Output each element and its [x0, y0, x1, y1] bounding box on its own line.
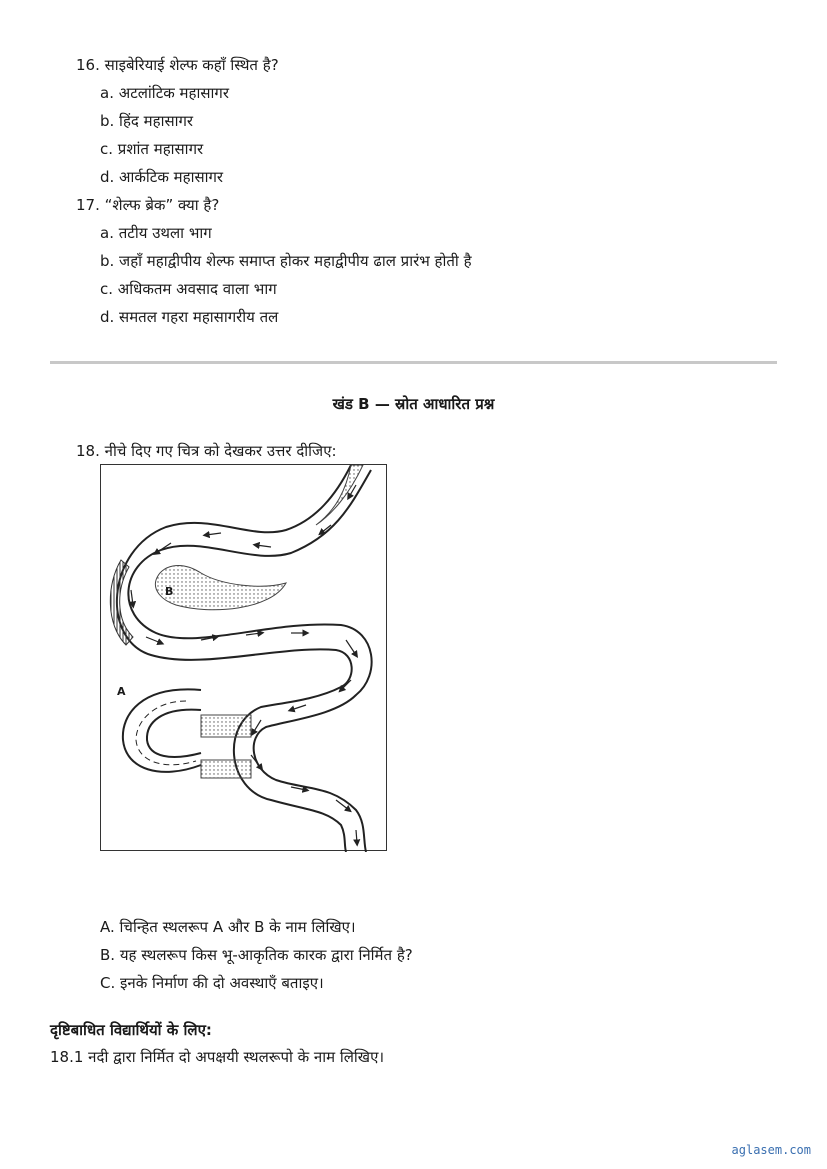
oxbow-outer	[123, 689, 201, 771]
vi-heading: दृष्टिबाधित विद्यार्थियों के लिए:	[50, 1021, 212, 1039]
q16-option-d: d. आर्कटिक महासागर	[100, 168, 224, 186]
footer-site[interactable]: aglasem.com	[731, 1143, 811, 1157]
q18-part-c: C. इनके निर्माण की दो अवस्थाएँ बताइए।	[100, 974, 324, 992]
point-bar-b	[155, 566, 286, 610]
question-17: 17. “शेल्फ ब्रेक” क्या है?	[76, 196, 220, 214]
q18-part-a: A. चिन्हित स्थलरूप A और B के नाम लिखिए।	[100, 918, 356, 936]
question-18: 18. नीचे दिए गए चित्र को देखकर उत्तर दीजिए:	[76, 442, 337, 460]
section-divider	[50, 361, 777, 364]
river-inner-bank	[117, 465, 352, 852]
figure-label-a: A	[117, 685, 126, 698]
vi-question: 18.1 नदी द्वारा निर्मित दो अपक्षयी स्थलरूपो के नाम लिखिए।	[50, 1048, 385, 1066]
q17-option-b: b. जहाँ महाद्वीपीय शेल्फ समाप्त होकर महाद्वीपीय ढाल प्रारंभ होती है	[100, 252, 472, 270]
oxbow-neck-top	[201, 715, 251, 737]
q18-part-b: B. यह स्थलरूप किस भू-आकृतिक कारक द्वारा निर्मित है?	[100, 946, 413, 964]
q17-option-c: c. अधिकतम अवसाद वाला भाग	[100, 280, 277, 298]
oxbow-neck-bottom	[201, 760, 251, 778]
meander-diagram	[101, 465, 388, 852]
q16-option-b: b. हिंद महासागर	[100, 112, 194, 130]
q16-option-c: c. प्रशांत महासागर	[100, 140, 204, 158]
section-b-title: खंड B — स्रोत आधारित प्रश्न	[332, 395, 495, 413]
figure-label-b: B	[165, 585, 174, 598]
q17-option-a: a. तटीय उथला भाग	[100, 224, 212, 242]
question-16: 16. साइबेरियाई शेल्फ कहाँ स्थित है?	[76, 56, 279, 74]
meander-figure	[100, 464, 387, 851]
q16-option-a: a. अटलांटिक महासागर	[100, 84, 229, 102]
q17-option-d: d. समतल गहरा महासागरीय तल	[100, 308, 279, 326]
oxbow-inner	[147, 710, 201, 757]
